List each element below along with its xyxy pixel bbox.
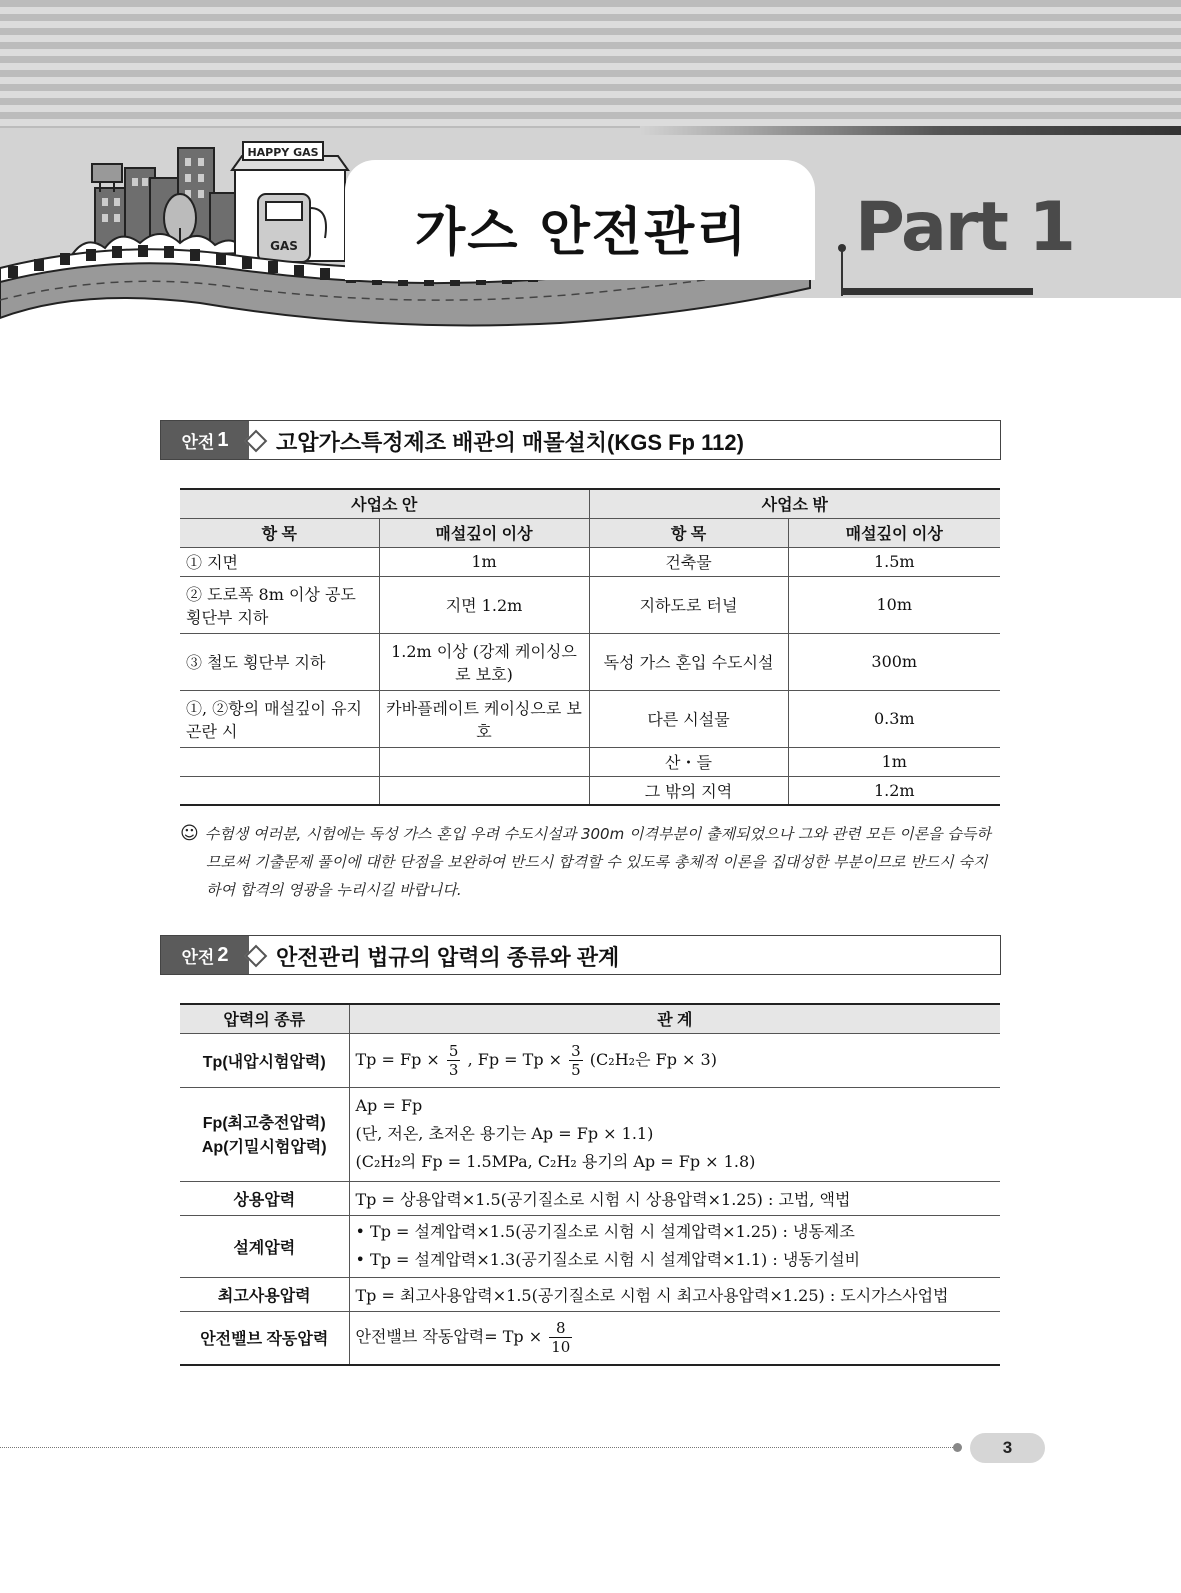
pressure-type-cell: 설계압력 [180, 1215, 349, 1277]
relation-cell: Tp = 최고사용압력×1.5(공기질소로 시험 시 최고사용압력×1.25) : 도시가스사업법 [349, 1277, 1000, 1311]
section1-title: 고압가스특정제조 배관의 매몰설치(KGS Fp 112) [276, 430, 744, 455]
burial-depth-table [180, 488, 1000, 806]
section1-badge [161, 421, 249, 459]
table-cell [379, 747, 589, 776]
table-cell: 1m [788, 747, 1000, 776]
section2-badge-label: 안전 [181, 947, 215, 967]
table-cell: 0.3m [788, 690, 1000, 747]
table-cell [379, 776, 589, 805]
formula-text: • Tp = 설계압력×1.3(공기질소로 시험 시 설계압력×1.1) : 냉동기설비 [355, 1250, 861, 1269]
table-cell: 그 밖의 지역 [589, 776, 788, 805]
table-cell: 지면 1.2m [379, 576, 589, 633]
col-header: 매설깊이 이상 [379, 518, 589, 547]
formula-text: (단, 저온, 초저온 용기는 Ap = Fp × 1.1) [355, 1124, 654, 1143]
table-cell: 300m [788, 633, 1000, 690]
relation-cell [349, 1311, 1000, 1365]
header-stripes [0, 0, 1181, 128]
table-cell: 독성 가스 혼입 수도시설 [589, 633, 788, 690]
table-cell: 1.5m [788, 547, 1000, 576]
exam-note-text: 수험생 여러분, 시험에는 독성 가스 혼입 우려 수도시설과 300m 이격부분이 출제되었으나 그와 관련 모든 이론을 습득하므로써 기출문제 풀이에 대한 단점을 보완하여 반드시 합격할 수 있도록 총체적 이론을 집대성한 부분이므로 반드시 숙지하여 합격의 영광을 누리시길 바랍니다. [204, 825, 991, 899]
pressure-type-cell: 상용압력 [180, 1181, 349, 1215]
table-row [180, 1181, 1000, 1215]
table-row [180, 690, 1000, 747]
formula-text: (C₂H₂의 Fp = 1.5MPa, C₂H₂ 용기의 Ap = Fp × 1.8) [355, 1152, 756, 1171]
table-row [180, 576, 1000, 633]
table-cell: 카바플레이트 케이싱으로 보호 [379, 690, 589, 747]
formula-text: 안전밸브 작동압력= Tp × [355, 1327, 543, 1347]
gas-station-icon [232, 142, 348, 262]
table-cell: ① 지면 [180, 547, 379, 576]
col-header: 압력의 종류 [180, 1004, 349, 1033]
table-cell: 건축물 [589, 547, 788, 576]
table-cell: 지하도로 터널 [589, 576, 788, 633]
part-label: Part 1 [855, 188, 1074, 267]
relation-cell [349, 1215, 1000, 1277]
table-cell: 1m [379, 547, 589, 576]
group-header-inside: 사업소 안 [180, 489, 589, 518]
col-header: 항 목 [180, 518, 379, 547]
fraction: $\frac{3}{5}$ [571, 1041, 581, 1079]
pressure-type-cell [180, 1087, 349, 1181]
table-cell [180, 776, 379, 805]
table-row [180, 633, 1000, 690]
table-cell: 1.2m [788, 776, 1000, 805]
formula-text: Ap = Fp [355, 1096, 423, 1115]
table-row [180, 747, 1000, 776]
section2-badge-number: 2 [217, 943, 229, 966]
table-row [180, 547, 1000, 576]
page-number: 3 [970, 1433, 1045, 1463]
section1-badge-label: 안전 [181, 432, 215, 452]
table-cell: 산・들 [589, 747, 788, 776]
table-row [180, 1087, 1000, 1181]
smiley-icon: ☺ [180, 823, 199, 844]
col-header: 매설깊이 이상 [788, 518, 1000, 547]
table-cell [180, 747, 379, 776]
table-row [180, 1277, 1000, 1311]
table-row [180, 1215, 1000, 1277]
table-row [180, 1311, 1000, 1365]
col-header: 항 목 [589, 518, 788, 547]
section1-heading [160, 420, 1001, 460]
relation-cell [349, 1087, 1000, 1181]
pressure-type-label: Ap(기밀시험압력) [201, 1139, 327, 1156]
section2-title: 안전관리 법규의 압력의 종류와 관계 [276, 945, 620, 970]
svg-text:HAPPY GAS: HAPPY GAS [247, 146, 319, 159]
table-cell: 10m [788, 576, 1000, 633]
footer-dot [953, 1443, 962, 1452]
part-line-horizontal [841, 288, 1033, 295]
section1-badge-number: 1 [217, 428, 229, 451]
pressure-type-cell: Tp(내압시험압력) [180, 1033, 349, 1087]
relation-cell [349, 1033, 1000, 1087]
table-cell: ③ 철도 횡단부 지하 [180, 633, 379, 690]
formula-text: • Tp = 설계압력×1.5(공기질소로 시험 시 설계압력×1.25) : 냉동제조 [355, 1222, 855, 1241]
fraction: $\frac{5}{3}$ [448, 1041, 459, 1079]
fraction: $\frac{8}{10}$ [551, 1319, 571, 1357]
table-cell: 다른 시설물 [589, 690, 788, 747]
section2-heading [160, 935, 1001, 975]
group-header-outside: 사업소 밖 [589, 489, 1000, 518]
table-cell: 1.2m 이상 (강제 케이싱으로 보호) [379, 633, 589, 690]
pressure-relation-table [180, 1003, 1000, 1366]
formula-text: Tp = Fp × [355, 1049, 440, 1069]
page-title: 가스 안전관리 [415, 203, 749, 263]
table-cell: ② 도로폭 8m 이상 공도 횡단부 지하 [180, 576, 379, 633]
table-row [180, 776, 1000, 805]
relation-cell: Tp = 상용압력×1.5(공기질소로 시험 시 상용압력×1.25) : 고법, 액법 [349, 1181, 1000, 1215]
table-row [180, 1033, 1000, 1087]
formula-text: (C₂H₂은 Fp × 3) [589, 1049, 717, 1069]
pressure-type-label: Fp(최고충전압력) [202, 1115, 326, 1132]
section2-badge [161, 936, 249, 974]
pressure-type-cell: 최고사용압력 [180, 1277, 349, 1311]
pressure-type-cell: 안전밸브 작동압력 [180, 1311, 349, 1365]
footer-dotted-line [0, 1447, 955, 1448]
col-header: 관 계 [349, 1004, 1000, 1033]
formula-text: , Fp = Tp × [467, 1049, 563, 1069]
table-cell: ①, ②항의 매설깊이 유지 곤란 시 [180, 690, 379, 747]
exam-note [180, 820, 1000, 904]
svg-text:GAS: GAS [270, 239, 298, 253]
